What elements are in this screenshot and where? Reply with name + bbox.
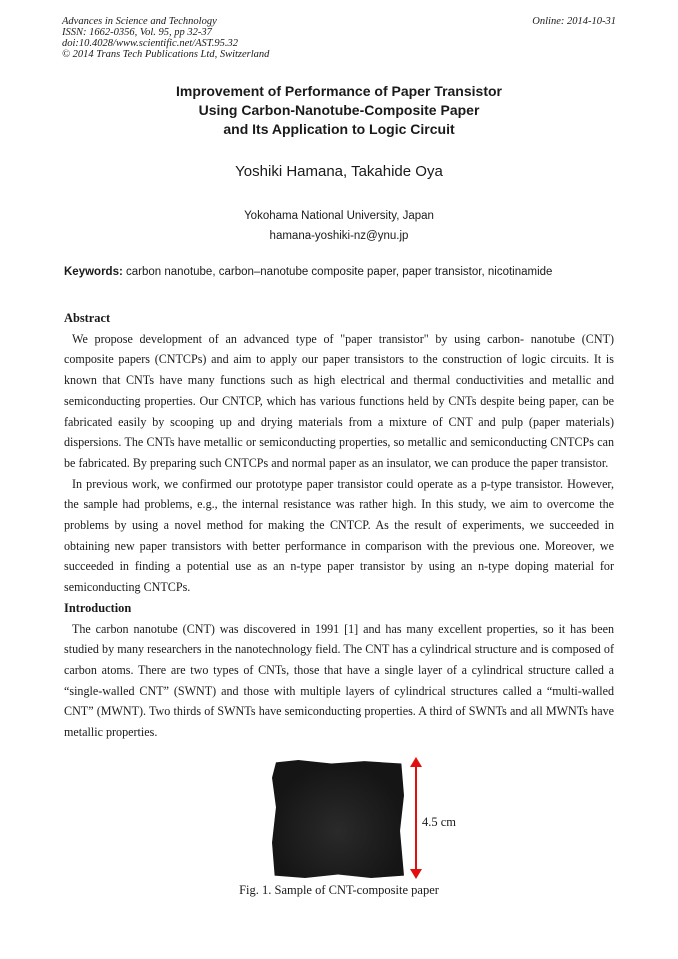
paper-title bbox=[0, 82, 678, 139]
abstract-heading: Abstract bbox=[64, 311, 111, 325]
affiliation-block bbox=[0, 206, 678, 246]
dimension-arrow bbox=[409, 757, 423, 879]
abstract-paragraph-2: In previous work, we confirmed our prototype paper transistor could operate as a p-type transistor. However, the sample had problems, e.g., the internal resistance was rather high. In this study, we aim to overcome the problems by using a novel method for making the CNTCP. As the result of experiments, we succeeded in obtaining new paper transistors with better performance in comparison with the previous one. Moreover, we succeeded in finding a potential use as an n-type paper transistor by using an n-type doping material for semiconducting CNTCPs. bbox=[64, 476, 614, 595]
journal-header bbox=[62, 16, 616, 60]
journal-name: Advances in Science and Technology bbox=[62, 16, 217, 27]
keywords-label: Keywords: bbox=[64, 266, 123, 278]
doi-line: doi:10.4028/www.scientific.net/AST.95.32 bbox=[62, 38, 239, 49]
introduction-heading: Introduction bbox=[64, 600, 132, 615]
figure-1 bbox=[0, 757, 678, 917]
affiliation: Yokohama National University, Japan bbox=[244, 210, 434, 222]
abstract-paragraph-1: We propose development of an advanced type of "paper transistor" by using carbon- nanotube (CNT) composite papers (CNTCPs) and aim to apply our paper transistors to the construction of logic circuits. It is known that CNTs have many functions such as high electrical and thermal conductivities and metallic and semiconducting properties. Our CNTCP, which has various functions held by CNTs despite being paper, can be fabricated easily by scooping up and drying materials from a mixture of CNT and pulp (paper materials) dispersions. The CNTs have metallic or semiconducting properties, so metallic and semiconducting CNTCPs can be fabricated. By preparing such CNTCPs and normal paper as an insulator, we can produce the paper transistor. bbox=[64, 331, 614, 470]
introduction-paragraph-1: The carbon nanotube (CNT) was discovered in 1991 [1] and has many excellent properties, so it has been studied by many researchers in the nanotechnology field. The CNT has a cylindrical structure and is composed of carbon atoms. There are two types of CNTs, those that have a single layer of a cylindrical structure called a “single-walled CNT” (SWNT) and those with multiple layers of cylindrical structures called a “multi-walled CNT” (MWNT). Two thirds of SWNTs have semiconducting properties. A third of SWNTs and all MWNTs have metallic properties. bbox=[64, 621, 614, 740]
title-line-1: Improvement of Performance of Paper Transistor bbox=[176, 83, 502, 99]
title-line-2: Using Carbon-Nanotube-Composite Paper bbox=[198, 102, 480, 118]
keywords-text: carbon nanotube, carbon–nanotube composite paper, paper transistor, nicotinamide bbox=[126, 266, 553, 278]
online-date: Online: 2014-10-31 bbox=[532, 16, 616, 27]
keywords bbox=[64, 266, 616, 278]
dimension-label: 4.5 cm bbox=[422, 815, 457, 829]
title-line-3: and Its Application to Logic Circuit bbox=[223, 121, 455, 137]
figure-caption: Fig. 1. Sample of CNT-composite paper bbox=[239, 883, 439, 897]
email: hamana-yoshiki-nz@ynu.jp bbox=[269, 230, 409, 242]
copyright-line: © 2014 Trans Tech Publications Ltd, Switzerland bbox=[62, 49, 270, 60]
main-text bbox=[64, 308, 614, 743]
authors: Yoshiki Hamana, Takahide Oya bbox=[235, 163, 443, 180]
issn-line: ISSN: 1662-0356, Vol. 95, pp 32-37 bbox=[62, 27, 212, 38]
cnt-paper-photo bbox=[272, 760, 404, 878]
